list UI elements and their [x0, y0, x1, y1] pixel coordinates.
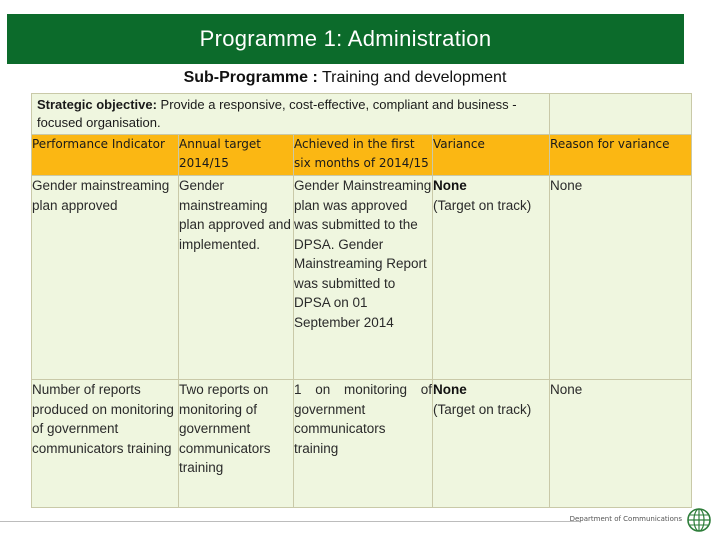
table-row	[32, 380, 692, 508]
reason-cell: None	[550, 176, 692, 380]
header-achieved	[294, 135, 433, 176]
variance-value: None	[433, 382, 467, 397]
header-row	[32, 135, 692, 176]
header-indicator-text: Performance Indicator	[32, 137, 165, 151]
slide-title: Programme 1: Administration	[7, 14, 684, 64]
objective-row	[32, 94, 692, 135]
variance-note: (Target on track)	[433, 197, 532, 213]
annual-target-cell: Gender mainstreaming plan approved and implemented.	[179, 176, 294, 380]
variance-cell	[433, 380, 550, 508]
header-achieved-line2: six months of 2014/15	[294, 156, 429, 170]
achieved-cell: 1 on monitoring of government communicators training	[294, 380, 433, 508]
annual-target-cell: Two reports on monitoring of government communicators training	[179, 380, 294, 508]
header-annual-line2: 2014/15	[179, 156, 229, 170]
indicator-cell: Number of reports produced on monitoring of government communicators training	[32, 380, 179, 508]
header-variance-text: Variance	[433, 137, 485, 151]
objective-empty-cell	[550, 94, 692, 135]
header-reason	[550, 135, 692, 176]
sub-programme-label: Sub-Programme :	[183, 69, 318, 86]
header-annual-target	[179, 135, 294, 176]
variance-value: None	[433, 178, 467, 193]
performance-table	[31, 93, 692, 508]
variance-note: (Target on track)	[433, 401, 532, 417]
header-annual-line1: Annual target	[179, 137, 262, 151]
footer-brand-name: Department of Communications	[569, 515, 682, 523]
globe-icon	[686, 507, 712, 533]
objective-label: Strategic objective:	[37, 97, 157, 112]
achieved-cell: Gender Mainstreaming plan was approved was submitted to the DPSA. Gender Mainstreaming Report was submitted to DPSA on 01 September 2014	[294, 176, 433, 380]
indicator-cell: Gender mainstreaming plan approved	[32, 176, 179, 380]
table-row	[32, 176, 692, 380]
header-achieved-line1: Achieved in the first	[294, 137, 415, 151]
header-indicator	[32, 135, 179, 176]
objective-text: Provide a responsive, cost-effective, compliant and business -focused organisation.	[37, 97, 517, 130]
header-variance	[433, 135, 550, 176]
variance-cell	[433, 176, 550, 380]
sub-programme-name: Training and development	[317, 69, 507, 86]
header-reason-text: Reason for variance	[550, 137, 670, 151]
footer-divider	[0, 521, 580, 522]
sub-programme-heading	[0, 69, 690, 87]
objective-cell	[32, 94, 550, 135]
reason-cell: None	[550, 380, 692, 508]
